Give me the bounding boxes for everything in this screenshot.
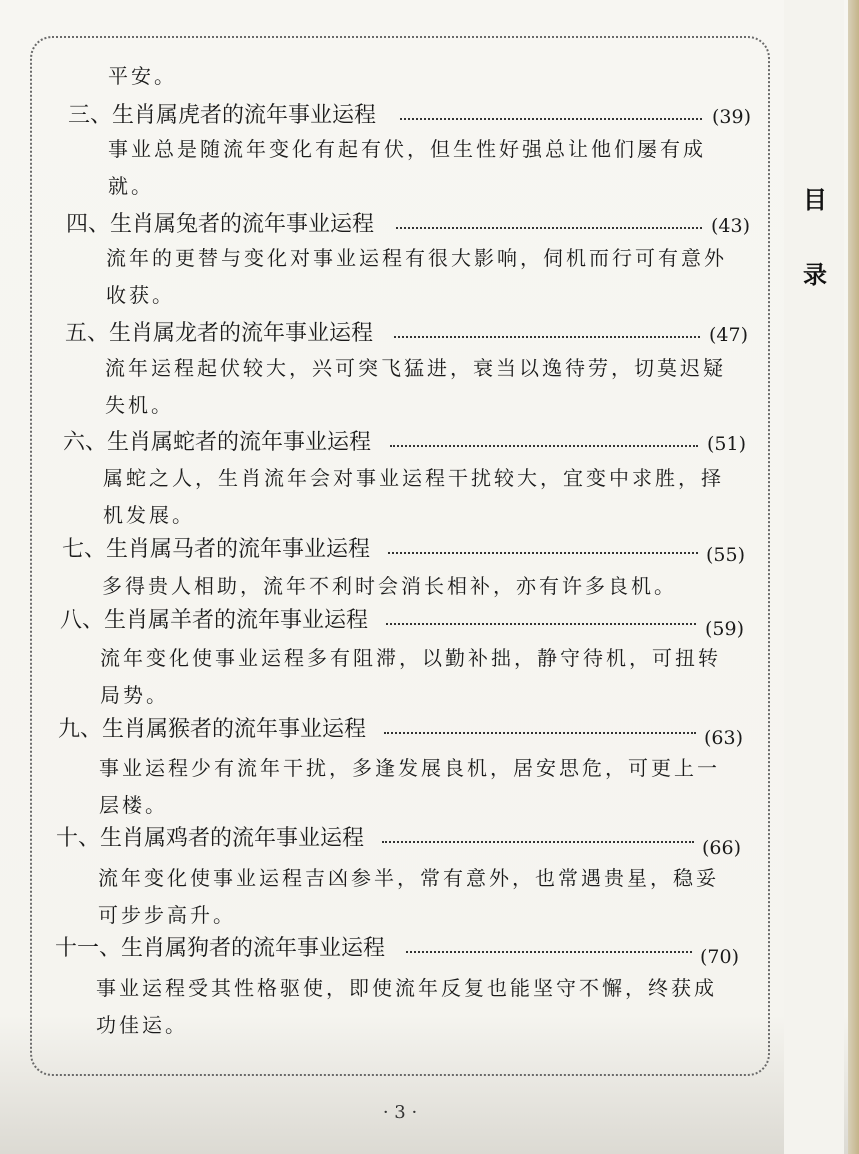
toc-entry-title: 三、生肖属虎者的流年事业运程 xyxy=(68,103,377,128)
continuation-text: 平安。 xyxy=(108,64,177,88)
side-tab xyxy=(784,0,844,1154)
page-edge xyxy=(848,0,859,1154)
toc-entry-desc-line: 事业总是随流年变化有起有伏，但生性好强总让他们屡有成 xyxy=(108,137,706,161)
toc-entry-desc-line: 失机。 xyxy=(105,393,174,417)
toc-entry-desc-line: 流年变化使事业运程多有阻滞，以勤补拙，静守待机，可扭转 xyxy=(100,646,721,670)
side-heading-char-1: 目 xyxy=(803,185,827,214)
toc-leader-dots xyxy=(384,728,696,734)
toc-entry-page: (51) xyxy=(707,433,747,455)
toc-entry-desc-line: 收获。 xyxy=(106,283,175,307)
toc-entry-desc-line: 流年运程起伏较大，兴可突飞猛进，衰当以逸待劳，切莫迟疑 xyxy=(105,356,726,380)
toc-leader-dots xyxy=(386,619,696,625)
toc-entry-title: 四、生肖属兔者的流年事业运程 xyxy=(66,212,375,237)
toc-leader-dots xyxy=(396,223,702,229)
toc-entry-page: (66) xyxy=(702,837,742,859)
toc-entry-desc-line: 就。 xyxy=(108,174,154,198)
toc-entry-desc-line: 属蛇之人，生肖流年会对事业运程干扰较大，宜变中求胜，择 xyxy=(103,466,724,490)
toc-entry-page: (39) xyxy=(712,106,752,128)
toc-entry-page: (55) xyxy=(706,544,746,566)
toc-entry-page: (43) xyxy=(711,215,751,237)
toc-entry-desc-line: 可步步高升。 xyxy=(98,903,236,927)
toc-entry-title: 十、生肖属鸡者的流年事业运程 xyxy=(56,826,365,851)
toc-leader-dots xyxy=(390,441,698,447)
toc-entry-desc-line: 事业运程受其性格驱使，即使流年反复也能坚守不懈，终获成 xyxy=(96,976,717,1000)
toc-leader-dots xyxy=(388,548,698,554)
toc-entry-desc-line: 局势。 xyxy=(100,683,169,707)
toc-entry-desc-line: 事业运程少有流年干扰，多逢发展良机，居安思危，可更上一 xyxy=(99,756,720,780)
toc-entry-page: (63) xyxy=(704,727,744,749)
page-number: · 3 · xyxy=(382,1102,418,1123)
toc-entry-title: 七、生肖属马者的流年事业运程 xyxy=(62,537,371,562)
toc-entry-desc-line: 流年的更替与变化对事业运程有很大影响，伺机而行可有意外 xyxy=(106,246,727,270)
side-heading-char-2: 录 xyxy=(803,260,827,289)
toc-entry-desc-line: 机发展。 xyxy=(103,503,195,527)
toc-entry-desc-line: 功佳运。 xyxy=(96,1013,188,1037)
toc-entry-title: 九、生肖属猴者的流年事业运程 xyxy=(58,717,367,742)
toc-entry-title: 六、生肖属蛇者的流年事业运程 xyxy=(63,430,372,455)
toc-leader-dots xyxy=(382,837,694,843)
toc-entry-desc-line: 多得贵人相助，流年不利时会消长相补，亦有许多良机。 xyxy=(102,574,677,598)
toc-leader-dots xyxy=(394,332,700,338)
toc-entry-title: 八、生肖属羊者的流年事业运程 xyxy=(60,608,369,633)
toc-entry-page: (59) xyxy=(705,618,745,640)
toc-leader-dots xyxy=(400,114,702,120)
toc-entry-title: 十一、生肖属狗者的流年事业运程 xyxy=(55,936,386,961)
toc-entry-desc-line: 层楼。 xyxy=(99,793,168,817)
toc-entry-title: 五、生肖属龙者的流年事业运程 xyxy=(65,321,374,346)
toc-entry-page: (47) xyxy=(709,324,749,346)
toc-entry-page: (70) xyxy=(700,946,740,968)
toc-leader-dots xyxy=(406,947,692,953)
toc-entry-desc-line: 流年变化使事业运程吉凶参半，常有意外，也常遇贵星，稳妥 xyxy=(98,866,719,890)
